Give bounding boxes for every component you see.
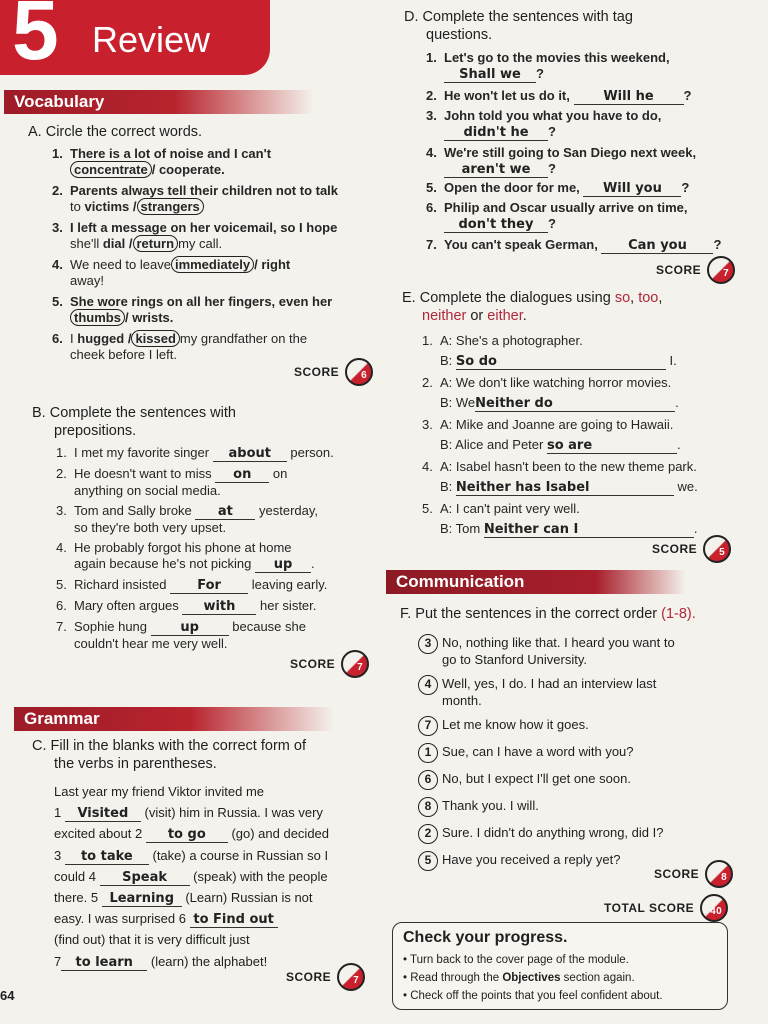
answer-blank[interactable]: so are [547, 438, 677, 454]
score-a: SCORE 6 [294, 358, 373, 386]
page-number: 64 [0, 988, 15, 1003]
exercise-c-passage: Last year my friend Viktor invited me 1 Visited (visit) him in Russia. I was very excited about 2 to go (go) and decided 3 to take (take) a course in Russian so I could 4 Speak (speak) with the people there. 5 Learning (Learn) Russian is not easy. I was surprised 6 to Find out (find out) that it is very difficult just 7 to learn (learn) the alphabet! [54, 784, 330, 970]
section-communication: Communication [386, 570, 686, 594]
order-item: 3 No, nothing like that. I heard you want to go to Stanford University. [418, 634, 758, 668]
total-score: TOTAL SCORE 40 [604, 894, 728, 922]
answer-blank[interactable]: at [195, 504, 255, 520]
circled-answer[interactable]: immediately [171, 256, 254, 273]
score-e: SCORE 5 [652, 535, 731, 563]
exercise-e-item-3: 3. A: Mike and Joanne are going to Hawaii. B: Alice and Peter so are . [422, 417, 681, 453]
answer-blank[interactable]: aren't we [444, 162, 548, 178]
answer-blank[interactable]: Will you [583, 181, 681, 197]
exercise-b-item-1: 1. I met my favorite singer about person. [56, 445, 334, 461]
order-number[interactable]: 7 [418, 716, 438, 736]
order-number[interactable]: 8 [418, 797, 438, 817]
answer-blank[interactable]: Can you [601, 238, 713, 254]
score-badge: 7 [341, 650, 369, 678]
answer-blank[interactable]: So do [456, 354, 666, 370]
circled-answer[interactable]: return [133, 235, 179, 252]
order-number[interactable]: 4 [418, 675, 438, 695]
answer-blank[interactable]: Will he [574, 89, 684, 105]
progress-line: • Read through the Objectives section again. [403, 972, 635, 984]
answer-blank[interactable]: to Find out [190, 912, 278, 928]
order-item: 4 Well, yes, I do. I had an interview last month. [418, 675, 758, 709]
unit-title: Review [92, 19, 211, 60]
order-number[interactable]: 2 [418, 824, 438, 844]
score-badge: 7 [707, 256, 735, 284]
exercise-e-title: E. Complete the dialogues using so, too, neither or either. [402, 290, 663, 324]
score-badge: 7 [337, 963, 365, 991]
score-f: SCORE 8 [654, 860, 733, 888]
exercise-a-title: A. Circle the correct words. [28, 124, 203, 140]
exercise-d-title: D. Complete the sentences with tag questions. [404, 9, 633, 43]
exercise-a-item-4: 4. We need to leave immediately / right away! [52, 257, 291, 288]
exercise-a-item-1: 1. There is a lot of noise and I can't concentrate / cooperate. [52, 146, 272, 177]
score-b: SCORE 7 [290, 650, 369, 678]
order-item: 1 Sue, can I have a word with you? [418, 743, 758, 763]
answer-blank[interactable]: Visited [65, 806, 141, 822]
order-item: 5 Have you received a reply yet? [418, 851, 758, 871]
exercise-d-item-1: 1. Let's go to the movies this weekend, Shall we ? [426, 50, 670, 82]
circled-answer[interactable]: strangers [137, 198, 204, 215]
answer-blank[interactable]: with [182, 599, 256, 615]
exercise-e-item-2: 2. A: We don't like watching horror movies. B: WeNeither do . [422, 375, 679, 411]
exercise-d-item-5: 5. Open the door for me, Will you ? [426, 180, 690, 196]
exercise-d-item-4: 4. We're still going to San Diego next week, aren't we ? [426, 145, 697, 177]
circled-answer[interactable]: thumbs [70, 309, 125, 326]
exercise-d-item-2: 2. He won't let us do it, Will he ? [426, 88, 692, 104]
score-badge: 6 [345, 358, 373, 386]
progress-line: • Turn back to the cover page of the module. [403, 954, 629, 966]
circled-answer[interactable]: kissed [131, 330, 179, 347]
exercise-f-title: F. Put the sentences in the correct order (1-8). [400, 606, 696, 622]
answer-blank[interactable]: on [215, 467, 269, 483]
section-vocabulary: Vocabulary [4, 90, 314, 114]
answer-blank[interactable]: For [170, 578, 248, 594]
order-number[interactable]: 5 [418, 851, 438, 871]
answer-blank[interactable]: to take [65, 849, 149, 865]
answer-blank[interactable]: Neither do [475, 396, 675, 412]
check-progress-box [392, 922, 728, 1010]
exercise-a-item-5: 5. She wore rings on all her fingers, even her thumbs / wrists. [52, 294, 333, 325]
exercise-b-item-7: 7. Sophie hung up because she couldn't hear me very well. [56, 619, 306, 651]
answer-blank[interactable]: Speak [100, 870, 190, 886]
answer-blank[interactable]: didn't he [444, 125, 548, 141]
exercise-a-item-3: 3. I left a message on her voicemail, so I hope she'll dial / return my call. [52, 220, 338, 251]
exercise-b-item-5: 5. Richard insisted For leaving early. [56, 577, 328, 593]
score-badge: 5 [703, 535, 731, 563]
score-d: SCORE 7 [656, 256, 735, 284]
exercise-b-item-4: 4. He probably forgot his phone at home again because he's not picking up . [56, 540, 315, 572]
score-badge: 40 [700, 894, 728, 922]
exercise-b-item-3: 3. Tom and Sally broke at yesterday, so they're both very upset. [56, 503, 319, 535]
order-item: 2 Sure. I didn't do anything wrong, did I? [418, 824, 758, 844]
answer-blank[interactable]: up [255, 557, 311, 573]
answer-blank[interactable]: to learn [61, 955, 147, 971]
order-item: 8 Thank you. I will. [418, 797, 758, 817]
exercise-c-title: C. Fill in the blanks with the correct form of the verbs in parentheses. [32, 738, 306, 772]
answer-blank[interactable]: Neither has Isabel [456, 480, 674, 496]
answer-blank[interactable]: to go [146, 827, 228, 843]
answer-blank[interactable]: Shall we [444, 67, 536, 83]
unit-banner [0, 0, 270, 75]
circled-answer[interactable]: concentrate [70, 161, 152, 178]
exercise-d-item-3: 3. John told you what you have to do, didn't he ? [426, 108, 662, 140]
order-item: 7 Let me know how it goes. [418, 716, 758, 736]
score-badge: 8 [705, 860, 733, 888]
exercise-a-item-2: 2. Parents always tell their children not to talk to victims / strangers [52, 183, 339, 214]
section-grammar: Grammar [14, 707, 334, 731]
exercise-b-title: B. Complete the sentences with prepositions. [32, 405, 236, 439]
exercise-a-item-6: 6. I hugged / kissed my grandfather on the cheek before I left. [52, 331, 308, 362]
exercise-b-item-6: 6. Mary often argues with her sister. [56, 598, 317, 614]
order-number[interactable]: 3 [418, 634, 438, 654]
answer-blank[interactable]: up [151, 620, 229, 636]
order-number[interactable]: 1 [418, 743, 438, 763]
answer-blank[interactable]: about [213, 446, 287, 462]
exercise-f-list [418, 634, 758, 878]
progress-line: • Check off the points that you feel confident about. [403, 990, 663, 1002]
answer-blank[interactable]: Learning [102, 891, 182, 907]
exercise-e-item-4: 4. A: Isabel hasn't been to the new theme park. B: Neither has Isabel we. [422, 459, 698, 495]
score-c: SCORE 7 [286, 963, 365, 991]
exercise-b-item-2: 2. He doesn't want to miss on on anything on social media. [56, 466, 288, 498]
exercise-e-item-5: 5. A: I can't paint very well. B: Tom Neither can I . [422, 501, 698, 537]
order-item: 6 No, but I expect I'll get one soon. [418, 770, 758, 790]
exercise-d-item-7: 7. You can't speak German, Can you ? [426, 237, 722, 253]
answer-blank[interactable]: don't they [444, 217, 548, 233]
progress-title: Check your progress. [403, 929, 568, 946]
answer-blank[interactable]: Neither can I [484, 522, 694, 538]
exercise-d-item-6: 6. Philip and Oscar usually arrive on time, don't they ? [426, 200, 688, 232]
exercise-e-item-1: 1. A: She's a photographer. B: So do I. [422, 333, 677, 369]
order-number[interactable]: 6 [418, 770, 438, 790]
unit-number: 5 [12, 0, 59, 77]
